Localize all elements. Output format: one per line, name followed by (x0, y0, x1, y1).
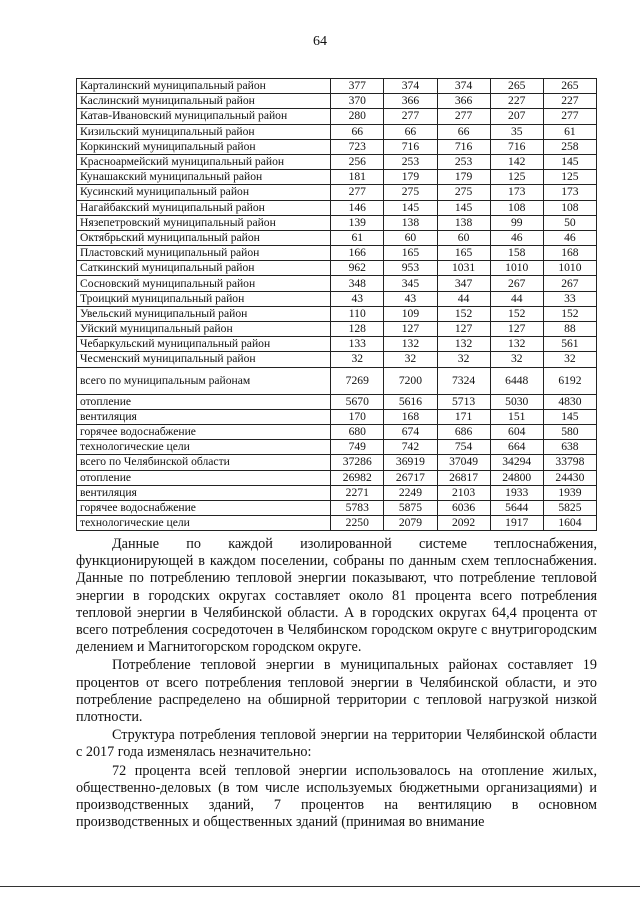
table-cell: 280 (331, 109, 384, 124)
table-cell: 146 (331, 200, 384, 215)
table-cell: 145 (384, 200, 437, 215)
table-cell: 7324 (437, 367, 490, 394)
row-label: Нязепетровский муниципальный район (77, 215, 331, 230)
table-cell: 5670 (331, 394, 384, 409)
row-label: технологические цели (77, 440, 331, 455)
table-cell: 953 (384, 261, 437, 276)
table-cell: 716 (384, 139, 437, 154)
table-cell: 138 (437, 215, 490, 230)
table-cell: 366 (384, 94, 437, 109)
table-cell: 43 (331, 291, 384, 306)
row-label: Чебаркульский муниципальный район (77, 337, 331, 352)
table-cell: 132 (490, 337, 543, 352)
row-label: Троицкий муниципальный район (77, 291, 331, 306)
table-cell: 132 (384, 337, 437, 352)
table-row (77, 306, 597, 321)
table-cell: 145 (543, 154, 596, 169)
table-cell: 374 (384, 79, 437, 94)
table-row (77, 109, 597, 124)
table-cell: 165 (384, 246, 437, 261)
table-row (77, 154, 597, 169)
table-cell: 179 (384, 170, 437, 185)
table-cell: 7200 (384, 367, 437, 394)
row-label: вентиляция (77, 485, 331, 500)
table-cell: 374 (437, 79, 490, 94)
table-cell: 46 (490, 230, 543, 245)
table-cell: 1010 (490, 261, 543, 276)
table-row (77, 394, 597, 409)
table-cell: 37049 (437, 455, 490, 470)
table-row (77, 170, 597, 185)
table-cell: 32 (331, 352, 384, 367)
table-cell: 348 (331, 276, 384, 291)
table-cell: 127 (437, 322, 490, 337)
table-cell: 580 (543, 424, 596, 439)
paragraph: Структура потребления тепловой энергии на территории Челябинской области с 2017 года изменялась незначительно: (76, 727, 597, 761)
table-cell: 125 (490, 170, 543, 185)
row-label: Октябрьский муниципальный район (77, 230, 331, 245)
table-row (77, 485, 597, 500)
table-cell: 152 (490, 306, 543, 321)
table-cell: 33 (543, 291, 596, 306)
table-cell: 44 (437, 291, 490, 306)
table-cell: 33798 (543, 455, 596, 470)
table-cell: 5713 (437, 394, 490, 409)
table-cell: 50 (543, 215, 596, 230)
row-label: отопление (77, 470, 331, 485)
paragraph: 72 процента всей тепловой энергии использовалось на отопление жилых, общественно-деловых (в том числе используемых бюджетными организациями) и производственных зданий, 7 процентов на вентиляцию в основном производственных и общественных зданий (принимая во внимание (76, 762, 597, 831)
table-cell: 6448 (490, 367, 543, 394)
table-cell: 680 (331, 424, 384, 439)
table-cell: 256 (331, 154, 384, 169)
table-cell: 754 (437, 440, 490, 455)
table-cell: 37286 (331, 455, 384, 470)
table-cell: 277 (331, 185, 384, 200)
table-cell: 152 (437, 306, 490, 321)
table-cell: 127 (384, 322, 437, 337)
row-label: Катав-Ивановский муниципальный район (77, 109, 331, 124)
table-cell: 265 (543, 79, 596, 94)
table-cell: 267 (543, 276, 596, 291)
table-cell: 35 (490, 124, 543, 139)
table-row (77, 409, 597, 424)
table-row (77, 440, 597, 455)
row-label: Красноармейский муниципальный район (77, 154, 331, 169)
row-label: Нагайбакский муниципальный район (77, 200, 331, 215)
table-cell: 345 (384, 276, 437, 291)
table-cell: 749 (331, 440, 384, 455)
table-cell: 99 (490, 215, 543, 230)
table-cell: 4830 (543, 394, 596, 409)
table-cell: 60 (384, 230, 437, 245)
table-cell: 1010 (543, 261, 596, 276)
table-cell: 61 (543, 124, 596, 139)
table-cell: 5875 (384, 500, 437, 515)
table-cell: 370 (331, 94, 384, 109)
table-cell: 168 (384, 409, 437, 424)
table-cell: 227 (490, 94, 543, 109)
row-label: Каслинский муниципальный район (77, 94, 331, 109)
table-cell: 170 (331, 409, 384, 424)
table-cell: 716 (490, 139, 543, 154)
table-row (77, 79, 597, 94)
table-cell: 165 (437, 246, 490, 261)
table-cell: 151 (490, 409, 543, 424)
table-cell: 142 (490, 154, 543, 169)
table-cell: 24430 (543, 470, 596, 485)
table-row (77, 139, 597, 154)
table-cell: 66 (437, 124, 490, 139)
table-cell: 34294 (490, 455, 543, 470)
table-cell: 145 (437, 200, 490, 215)
table-cell: 139 (331, 215, 384, 230)
table-cell: 258 (543, 139, 596, 154)
row-label: Уйский муниципальный район (77, 322, 331, 337)
table-cell: 36919 (384, 455, 437, 470)
table-cell: 128 (331, 322, 384, 337)
table-cell: 26717 (384, 470, 437, 485)
table-cell: 108 (543, 200, 596, 215)
table-cell: 132 (437, 337, 490, 352)
table-cell: 158 (490, 246, 543, 261)
table-cell: 347 (437, 276, 490, 291)
row-label: горячее водоснабжение (77, 500, 331, 515)
table-cell: 2092 (437, 516, 490, 531)
table-cell: 6036 (437, 500, 490, 515)
table-cell: 32 (384, 352, 437, 367)
table-cell: 267 (490, 276, 543, 291)
table-row (77, 337, 597, 352)
row-label: всего по муниципальным районам (77, 367, 331, 394)
row-label: Увельский муниципальный район (77, 306, 331, 321)
table-cell: 723 (331, 139, 384, 154)
table-cell: 66 (384, 124, 437, 139)
row-label: Кунашакский муниципальный район (77, 170, 331, 185)
table-row (77, 500, 597, 515)
table-cell: 686 (437, 424, 490, 439)
table-cell: 152 (543, 306, 596, 321)
table-cell: 604 (490, 424, 543, 439)
table-cell: 2249 (384, 485, 437, 500)
table-cell: 32 (490, 352, 543, 367)
table-row (77, 246, 597, 261)
table-cell: 1917 (490, 516, 543, 531)
table-cell: 125 (543, 170, 596, 185)
row-label: Карталинский муниципальный район (77, 79, 331, 94)
table-cell: 265 (490, 79, 543, 94)
table-cell: 108 (490, 200, 543, 215)
row-label: Пластовский муниципальный район (77, 246, 331, 261)
table-cell: 962 (331, 261, 384, 276)
table-cell: 127 (490, 322, 543, 337)
table-row (77, 291, 597, 306)
table-cell: 26982 (331, 470, 384, 485)
table-cell: 2250 (331, 516, 384, 531)
paragraph: Потребление тепловой энергии в муниципальных районах составляет 19 процентов от всего потребления тепловой энергии в Челябинской области, и это потребление распределено на обширной территории с тепловой нагрузкой низкой плотности. (76, 657, 597, 726)
table-cell: 1604 (543, 516, 596, 531)
table-cell: 24800 (490, 470, 543, 485)
table-cell: 138 (384, 215, 437, 230)
table-cell: 5783 (331, 500, 384, 515)
table-row (77, 185, 597, 200)
table-row (77, 230, 597, 245)
table-cell: 1031 (437, 261, 490, 276)
table-row (77, 124, 597, 139)
row-label: горячее водоснабжение (77, 424, 331, 439)
table-row (77, 352, 597, 367)
table-row (77, 200, 597, 215)
table-cell: 366 (437, 94, 490, 109)
table-cell: 145 (543, 409, 596, 424)
table-cell: 277 (543, 109, 596, 124)
table-cell: 2079 (384, 516, 437, 531)
table-row (77, 367, 597, 394)
table-cell: 1933 (490, 485, 543, 500)
row-label: Коркинский муниципальный район (77, 139, 331, 154)
row-label: Кусинский муниципальный район (77, 185, 331, 200)
table-cell: 277 (384, 109, 437, 124)
table-cell: 674 (384, 424, 437, 439)
table-cell: 44 (490, 291, 543, 306)
table-cell: 32 (543, 352, 596, 367)
row-label: всего по Челябинской области (77, 455, 331, 470)
table-cell: 181 (331, 170, 384, 185)
table-row (77, 455, 597, 470)
table-cell: 5616 (384, 394, 437, 409)
table-cell: 2271 (331, 485, 384, 500)
table-cell: 173 (543, 185, 596, 200)
table-cell: 166 (331, 246, 384, 261)
table-row (77, 276, 597, 291)
table-cell: 7269 (331, 367, 384, 394)
row-label: Чесменский муниципальный район (77, 352, 331, 367)
table-cell: 43 (384, 291, 437, 306)
table-cell: 61 (331, 230, 384, 245)
paragraph: Данные по каждой изолированной системе теплоснабжения, функционирующей в каждом поселении, собраны по данным схем теплоснабжения. Данные по потреблению тепловой энергии показывают, что потребление тепловой энергии в городских округах составляет около 81 процента всего потребления тепловой энергии в Челябинской области. А в городских округах 64,4 процента от всего потребления сосредоточен в Челябинском городском округе с внутригородским делением и Магнитогорском городском округе. (76, 536, 597, 656)
table-cell: 26817 (437, 470, 490, 485)
table-cell: 664 (490, 440, 543, 455)
table-cell: 110 (331, 306, 384, 321)
table-cell: 716 (437, 139, 490, 154)
body-text (76, 536, 597, 831)
heat-consumption-table (76, 78, 597, 531)
table-cell: 109 (384, 306, 437, 321)
table-cell: 168 (543, 246, 596, 261)
row-label: Саткинский муниципальный район (77, 261, 331, 276)
table-cell: 133 (331, 337, 384, 352)
table-row (77, 215, 597, 230)
table-cell: 60 (437, 230, 490, 245)
table-cell: 5644 (490, 500, 543, 515)
table-cell: 5030 (490, 394, 543, 409)
table-cell: 253 (384, 154, 437, 169)
table-cell: 638 (543, 440, 596, 455)
table-cell: 6192 (543, 367, 596, 394)
table-cell: 1939 (543, 485, 596, 500)
row-label: Сосновский муниципальный район (77, 276, 331, 291)
row-label: технологические цели (77, 516, 331, 531)
table-cell: 253 (437, 154, 490, 169)
table-cell: 179 (437, 170, 490, 185)
table-cell: 275 (437, 185, 490, 200)
row-label: вентиляция (77, 409, 331, 424)
table-row (77, 261, 597, 276)
table-row (77, 94, 597, 109)
table-row (77, 322, 597, 337)
table-cell: 2103 (437, 485, 490, 500)
table-cell: 46 (543, 230, 596, 245)
table-cell: 88 (543, 322, 596, 337)
table-cell: 277 (437, 109, 490, 124)
table-cell: 561 (543, 337, 596, 352)
table-row (77, 424, 597, 439)
table-cell: 173 (490, 185, 543, 200)
table-cell: 32 (437, 352, 490, 367)
table-cell: 5825 (543, 500, 596, 515)
table-row (77, 470, 597, 485)
table-row (77, 516, 597, 531)
row-label: Кизильский муниципальный район (77, 124, 331, 139)
table-cell: 227 (543, 94, 596, 109)
table-cell: 742 (384, 440, 437, 455)
row-label: отопление (77, 394, 331, 409)
footer-divider (0, 886, 640, 887)
table-cell: 171 (437, 409, 490, 424)
page-number: 64 (313, 34, 327, 49)
table-cell: 275 (384, 185, 437, 200)
table-cell: 207 (490, 109, 543, 124)
table-cell: 66 (331, 124, 384, 139)
table-cell: 377 (331, 79, 384, 94)
